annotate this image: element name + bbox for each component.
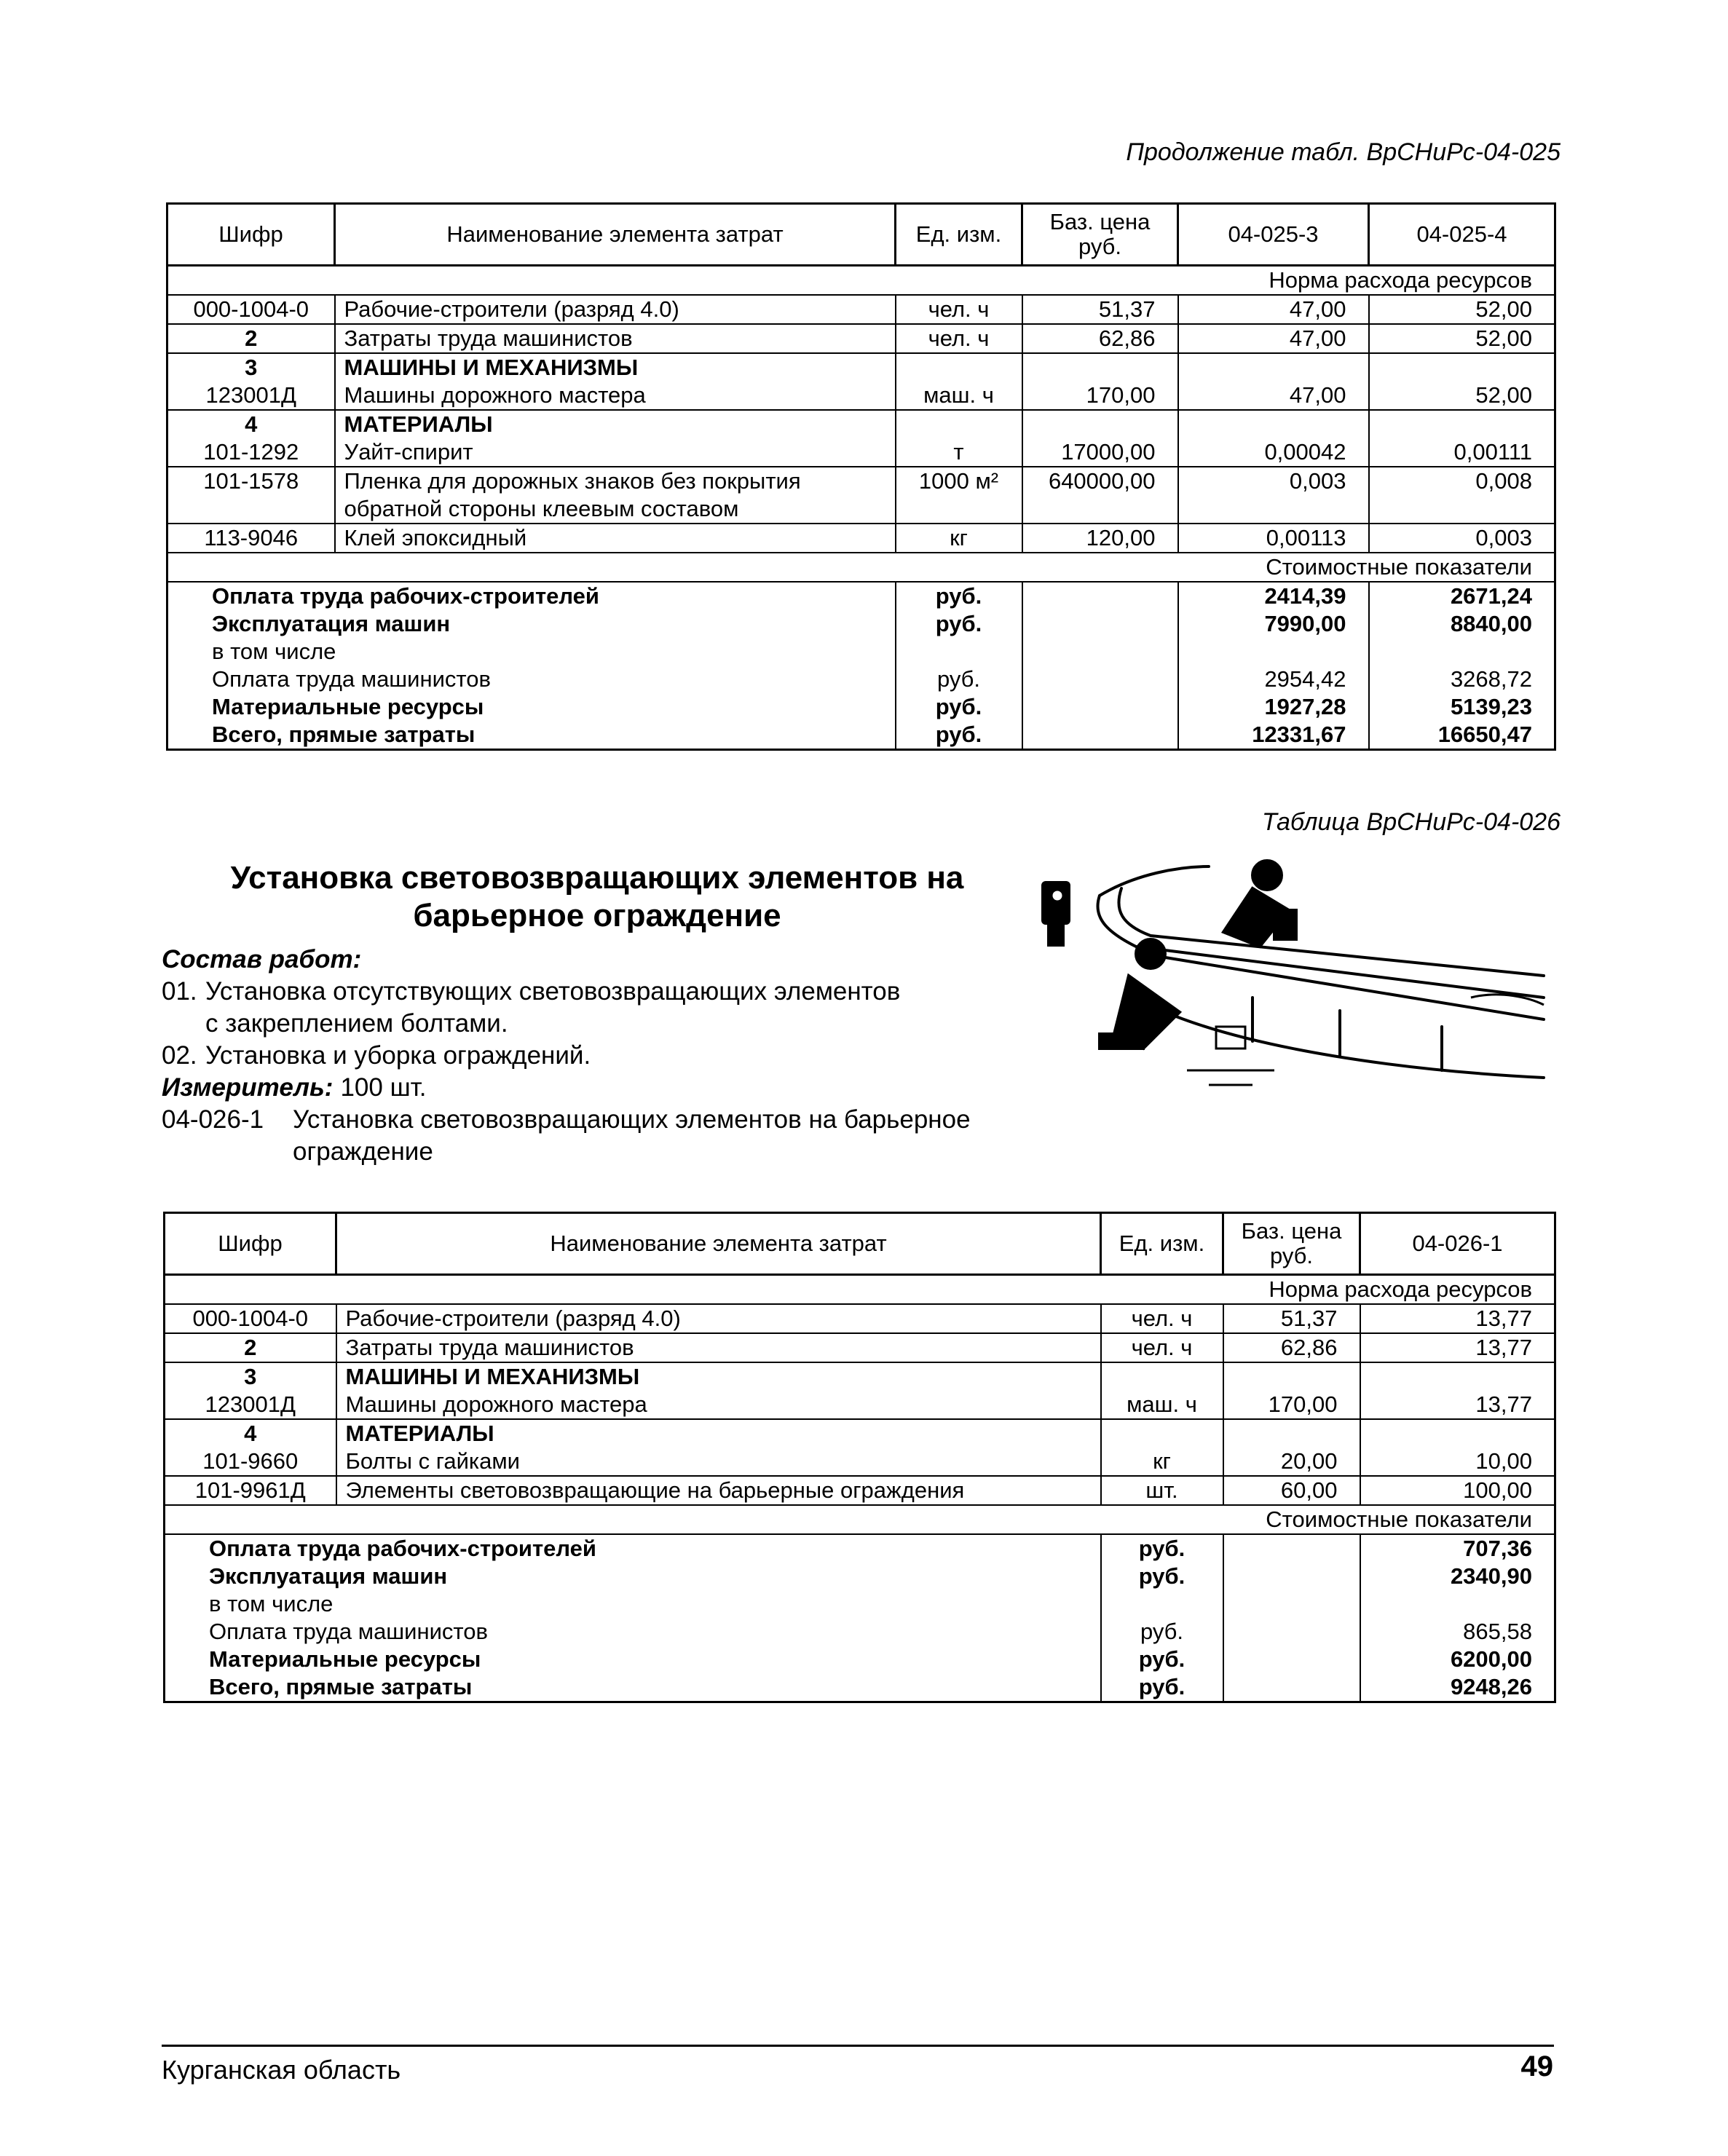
row-code: 123001Д xyxy=(165,1391,336,1419)
row-price xyxy=(1022,410,1178,438)
table-row xyxy=(165,1419,1555,1448)
row-price xyxy=(1223,1419,1360,1448)
cost-row xyxy=(165,1590,1555,1618)
cost-price-empty xyxy=(1022,638,1178,666)
row-code: 101-9660 xyxy=(165,1448,336,1476)
cost-value: 707,36 xyxy=(1360,1534,1555,1563)
cost-unit xyxy=(896,638,1022,666)
work-composition-label xyxy=(162,944,361,976)
row-value: 13,77 xyxy=(1360,1391,1555,1419)
cost-name: в том числе xyxy=(165,1590,1101,1618)
header-unit: Ед. изм. xyxy=(1101,1213,1223,1275)
row-code: 113-9046 xyxy=(167,524,335,553)
cost-unit: руб. xyxy=(1101,1534,1223,1563)
workers-illustration xyxy=(1034,852,1558,1099)
header-price: Баз. цена руб. xyxy=(1223,1213,1360,1275)
row-value xyxy=(1178,410,1369,438)
row-value: 47,00 xyxy=(1178,324,1369,353)
cost-unit: руб. xyxy=(1101,1646,1223,1673)
table-row xyxy=(167,295,1555,324)
cost-value: 2340,90 xyxy=(1360,1563,1555,1590)
measure-line xyxy=(162,1072,1035,1104)
item-description xyxy=(162,1104,1035,1168)
work-item xyxy=(162,976,1035,1008)
cost-name: Материальные ресурсы xyxy=(167,693,896,721)
header-name: Наименование элемента затрат xyxy=(335,204,896,266)
table-row xyxy=(167,324,1555,353)
cost-value: 8840,00 xyxy=(1369,610,1555,638)
section-row xyxy=(165,1275,1555,1305)
work-item-num: 01. xyxy=(162,977,197,1006)
section-cost-label: Стоимостные показатели xyxy=(167,553,1555,582)
row-price: 170,00 xyxy=(1223,1391,1360,1419)
row-name: Затраты труда машинистов xyxy=(335,324,896,353)
measure-label: Измеритель: xyxy=(162,1073,334,1102)
table-row xyxy=(167,495,1555,524)
row-value: 13,77 xyxy=(1360,1333,1555,1362)
header-name: Наименование элемента затрат xyxy=(336,1213,1101,1275)
row-code: 000-1004-0 xyxy=(165,1304,336,1333)
row-value: 52,00 xyxy=(1369,295,1555,324)
cost-value: 7990,00 xyxy=(1178,610,1369,638)
work-item-text: с закреплением болтами. xyxy=(205,1009,508,1038)
resource-table-04-025 xyxy=(166,202,1556,751)
header-col-04-025-3: 04-025-3 xyxy=(1178,204,1369,266)
cost-row xyxy=(165,1618,1555,1646)
cost-price-empty xyxy=(1022,582,1178,610)
row-code xyxy=(167,495,335,524)
cost-name: Эксплуатация машин xyxy=(167,610,896,638)
row-name: обратной стороны клеевым составом xyxy=(335,495,896,524)
cost-row xyxy=(165,1563,1555,1590)
header-code: Шифр xyxy=(167,204,335,266)
row-unit xyxy=(1101,1419,1223,1448)
section-title: Установка световозвращающих элементов на барьерное ограждение xyxy=(230,860,964,933)
row-name: Болты с гайками xyxy=(336,1448,1101,1476)
cost-row xyxy=(165,1534,1555,1563)
item-code: 04-026-1 xyxy=(162,1105,264,1134)
row-price xyxy=(1022,353,1178,382)
table-row xyxy=(165,1476,1555,1505)
row-value xyxy=(1178,495,1369,524)
row-unit xyxy=(896,495,1022,524)
row-name: Затраты труда машинистов xyxy=(336,1333,1101,1362)
row-name: Рабочие-строители (разряд 4.0) xyxy=(335,295,896,324)
table-row xyxy=(165,1448,1555,1476)
cost-price-empty xyxy=(1223,1673,1360,1702)
row-name: МАШИНЫ И МЕХАНИЗМЫ xyxy=(336,1362,1101,1391)
header-code: Шифр xyxy=(165,1213,336,1275)
table-row xyxy=(165,1333,1555,1362)
cost-unit: руб. xyxy=(896,666,1022,693)
row-unit: кг xyxy=(896,524,1022,553)
cost-value: 2954,42 xyxy=(1178,666,1369,693)
row-code: 101-1578 xyxy=(167,467,335,495)
row-unit: кг xyxy=(1101,1448,1223,1476)
work-item-num: 02. xyxy=(162,1041,197,1070)
cost-name: Оплата труда рабочих-строителей xyxy=(167,582,896,610)
row-name: Клей эпоксидный xyxy=(335,524,896,553)
row-name: МАТЕРИАЛЫ xyxy=(336,1419,1101,1448)
cost-unit: руб. xyxy=(896,610,1022,638)
cost-row xyxy=(167,721,1555,750)
row-code: 4 xyxy=(165,1419,336,1448)
cost-price-empty xyxy=(1223,1563,1360,1590)
cost-unit: руб. xyxy=(896,721,1022,750)
cost-price-empty xyxy=(1022,721,1178,750)
cost-unit: руб. xyxy=(1101,1618,1223,1646)
cost-value: 12331,67 xyxy=(1178,721,1369,750)
row-unit: 1000 м² xyxy=(896,467,1022,495)
row-name: Пленка для дорожных знаков без покрытия xyxy=(335,467,896,495)
row-value: 52,00 xyxy=(1369,324,1555,353)
row-value xyxy=(1369,353,1555,382)
cost-value: 865,58 xyxy=(1360,1618,1555,1646)
row-name: Уайт-спирит xyxy=(335,438,896,467)
row-unit xyxy=(1101,1362,1223,1391)
header-col-04-025-4: 04-025-4 xyxy=(1369,204,1555,266)
cost-price-empty xyxy=(1223,1618,1360,1646)
row-price xyxy=(1022,495,1178,524)
cost-value: 1927,28 xyxy=(1178,693,1369,721)
cost-price-empty xyxy=(1022,610,1178,638)
cost-value xyxy=(1369,638,1555,666)
row-unit: маш. ч xyxy=(896,382,1022,410)
row-unit: шт. xyxy=(1101,1476,1223,1505)
section-norm-label: Норма расхода ресурсов xyxy=(167,266,1555,296)
cost-name: Оплата труда машинистов xyxy=(167,666,896,693)
row-price: 51,37 xyxy=(1022,295,1178,324)
row-price: 20,00 xyxy=(1223,1448,1360,1476)
cost-unit: руб. xyxy=(1101,1673,1223,1702)
cost-value: 9248,26 xyxy=(1360,1673,1555,1702)
row-unit: чел. ч xyxy=(896,324,1022,353)
row-name: Рабочие-строители (разряд 4.0) xyxy=(336,1304,1101,1333)
work-item-text: Установка отсутствующих световозвращающих элементов xyxy=(205,977,901,1006)
cost-name: Оплата труда машинистов xyxy=(165,1618,1101,1646)
cost-price-empty xyxy=(1022,693,1178,721)
row-code: 101-9961Д xyxy=(165,1476,336,1505)
row-value: 100,00 xyxy=(1360,1476,1555,1505)
row-value: 13,77 xyxy=(1360,1304,1555,1333)
cost-name: Материальные ресурсы xyxy=(165,1646,1101,1673)
row-value xyxy=(1360,1419,1555,1448)
header-price: Баз. цена руб. xyxy=(1022,204,1178,266)
row-unit: чел. ч xyxy=(896,295,1022,324)
row-value: 0,008 xyxy=(1369,467,1555,495)
work-list xyxy=(162,976,1035,1168)
cost-name: Оплата труда рабочих-строителей xyxy=(165,1534,1101,1563)
cost-row xyxy=(167,582,1555,610)
measure-value: 100 шт. xyxy=(340,1073,427,1102)
row-unit: чел. ч xyxy=(1101,1304,1223,1333)
row-value: 0,00113 xyxy=(1178,524,1369,553)
table-row xyxy=(167,410,1555,438)
row-name: Машины дорожного мастера xyxy=(336,1391,1101,1419)
cost-unit: руб. xyxy=(896,582,1022,610)
cost-value xyxy=(1360,1590,1555,1618)
work-item-text: Установка и уборка ограждений. xyxy=(205,1041,591,1070)
row-unit xyxy=(896,410,1022,438)
cost-value: 3268,72 xyxy=(1369,666,1555,693)
table-caption: Таблица ВрСНиРс-04-026 xyxy=(1261,808,1561,836)
cost-name: Всего, прямые затраты xyxy=(167,721,896,750)
row-value: 0,00111 xyxy=(1369,438,1555,467)
cost-price-empty xyxy=(1223,1534,1360,1563)
row-price: 170,00 xyxy=(1022,382,1178,410)
row-price: 17000,00 xyxy=(1022,438,1178,467)
row-value: 47,00 xyxy=(1178,382,1369,410)
section-norm-label: Норма расхода ресурсов xyxy=(165,1275,1555,1305)
row-code: 3 xyxy=(167,353,335,382)
row-code: 3 xyxy=(165,1362,336,1391)
sostav-label: Состав работ: xyxy=(162,945,362,974)
cost-unit: руб. xyxy=(896,693,1022,721)
row-unit xyxy=(896,353,1022,382)
row-price xyxy=(1223,1362,1360,1391)
row-value xyxy=(1360,1362,1555,1391)
row-name: МАТЕРИАЛЫ xyxy=(335,410,896,438)
continuation-title: Продолжение табл. ВрСНиРс-04-025 xyxy=(1126,138,1561,166)
section-cost-label: Стоимостные показатели xyxy=(165,1505,1555,1534)
row-price: 640000,00 xyxy=(1022,467,1178,495)
table-row xyxy=(167,353,1555,382)
row-code: 2 xyxy=(167,324,335,353)
page-number: 49 xyxy=(1520,2050,1553,2082)
item-text: Установка световозвращающих элементов на барьерное ограждение xyxy=(293,1105,971,1166)
row-value: 0,003 xyxy=(1369,524,1555,553)
cost-row xyxy=(165,1673,1555,1702)
table-row xyxy=(167,524,1555,553)
row-code: 101-1292 xyxy=(167,438,335,467)
work-item-num xyxy=(162,1008,205,1040)
table-row xyxy=(167,382,1555,410)
work-item xyxy=(162,1040,1035,1072)
row-value: 0,00042 xyxy=(1178,438,1369,467)
cost-value: 2671,24 xyxy=(1369,582,1555,610)
header-unit: Ед. изм. xyxy=(896,204,1022,266)
cost-value xyxy=(1178,638,1369,666)
row-name: МАШИНЫ И МЕХАНИЗМЫ xyxy=(335,353,896,382)
cost-name: Эксплуатация машин xyxy=(165,1563,1101,1590)
cost-price-empty xyxy=(1223,1646,1360,1673)
row-price: 60,00 xyxy=(1223,1476,1360,1505)
resource-table-04-026 xyxy=(163,1212,1556,1703)
row-value xyxy=(1369,410,1555,438)
table-row xyxy=(167,467,1555,495)
section-row xyxy=(165,1505,1555,1534)
row-name: Машины дорожного мастера xyxy=(335,382,896,410)
row-value: 0,003 xyxy=(1178,467,1369,495)
row-price: 62,86 xyxy=(1022,324,1178,353)
row-value: 52,00 xyxy=(1369,382,1555,410)
section-row xyxy=(167,266,1555,296)
cost-row xyxy=(167,666,1555,693)
cost-row xyxy=(165,1646,1555,1673)
cost-price-empty xyxy=(1223,1590,1360,1618)
footer-region: Курганская область xyxy=(162,2055,401,2085)
cost-row xyxy=(167,610,1555,638)
row-price: 51,37 xyxy=(1223,1304,1360,1333)
cost-value: 5139,23 xyxy=(1369,693,1555,721)
row-code: 2 xyxy=(165,1333,336,1362)
row-value: 10,00 xyxy=(1360,1448,1555,1476)
row-unit: маш. ч xyxy=(1101,1391,1223,1419)
row-code: 4 xyxy=(167,410,335,438)
row-name: Элементы световозвращающие на барьерные ограждения xyxy=(336,1476,1101,1505)
row-unit: чел. ч xyxy=(1101,1333,1223,1362)
row-code: 123001Д xyxy=(167,382,335,410)
row-code: 000-1004-0 xyxy=(167,295,335,324)
row-price: 62,86 xyxy=(1223,1333,1360,1362)
cost-unit: руб. xyxy=(1101,1563,1223,1590)
cost-value: 6200,00 xyxy=(1360,1646,1555,1673)
footer-rule xyxy=(162,2045,1554,2047)
cost-row xyxy=(167,638,1555,666)
work-item xyxy=(162,1008,1035,1040)
cost-name: Всего, прямые затраты xyxy=(165,1673,1101,1702)
section-row xyxy=(167,553,1555,582)
row-unit: т xyxy=(896,438,1022,467)
table-row xyxy=(165,1362,1555,1391)
cost-value: 2414,39 xyxy=(1178,582,1369,610)
cost-row xyxy=(167,693,1555,721)
row-price: 120,00 xyxy=(1022,524,1178,553)
table-row xyxy=(165,1391,1555,1419)
cost-price-empty xyxy=(1022,666,1178,693)
row-value xyxy=(1178,353,1369,382)
row-value: 47,00 xyxy=(1178,295,1369,324)
header-col-04-026-1: 04-026-1 xyxy=(1360,1213,1555,1275)
table-row xyxy=(165,1304,1555,1333)
cost-unit xyxy=(1101,1590,1223,1618)
row-value xyxy=(1369,495,1555,524)
cost-name: в том числе xyxy=(167,638,896,666)
table-row xyxy=(167,438,1555,467)
cost-value: 16650,47 xyxy=(1369,721,1555,750)
